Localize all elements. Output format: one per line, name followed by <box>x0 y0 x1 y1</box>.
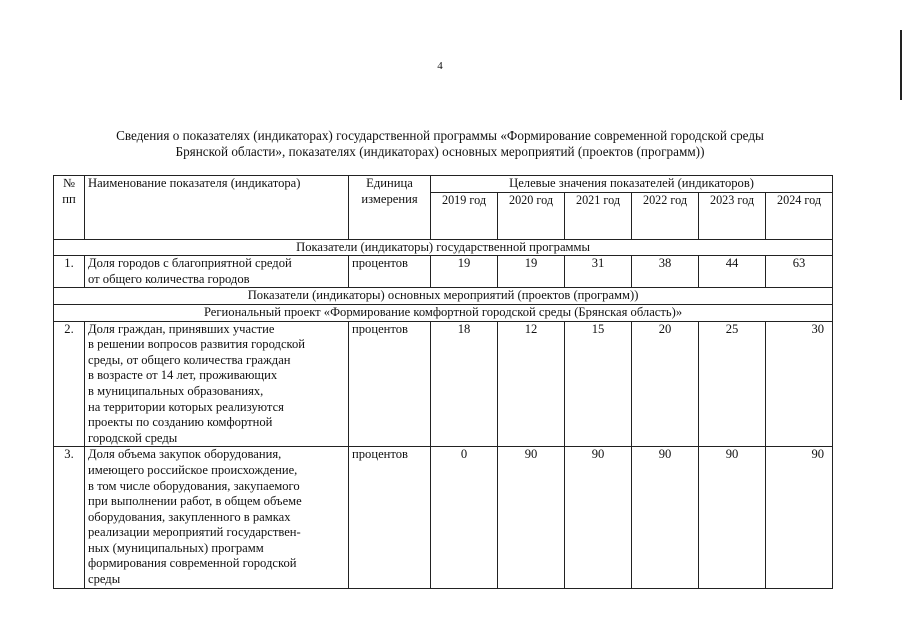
scan-edge-mark <box>900 30 902 100</box>
target-value: 90 <box>699 447 766 588</box>
header-year: 2019 год <box>431 192 498 239</box>
target-value: 90 <box>565 447 632 588</box>
table-row <box>54 447 833 588</box>
target-value: 12 <box>498 321 565 447</box>
row-number: 2. <box>54 321 85 447</box>
row-number: 1. <box>54 256 85 288</box>
header-num: № пп <box>54 176 85 240</box>
title-line: Сведения о показателях (индикаторах) государственной программы «Формирование современной городской среды <box>116 128 764 143</box>
page-number: 4 <box>437 60 443 72</box>
target-value: 90 <box>498 447 565 588</box>
document-title <box>40 128 840 160</box>
section-title: Показатели (индикаторы) основных мероприятий (проектов (программ)) <box>54 288 833 305</box>
table-row <box>54 321 833 447</box>
target-value: 90 <box>766 447 833 588</box>
target-value: 19 <box>431 256 498 288</box>
target-value: 25 <box>699 321 766 447</box>
target-value: 0 <box>431 447 498 588</box>
target-value: 19 <box>498 256 565 288</box>
header-year: 2021 год <box>565 192 632 239</box>
row-number: 3. <box>54 447 85 588</box>
header-year: 2022 год <box>632 192 699 239</box>
indicator-name: Доля объема закупок оборудования, имеющего российское происхождение, в том числе оборудования, закупаемого при выполнении работ, в общем объеме оборудования, закупленного в рамках реализации мероприятий государствен- ных (муниципальных) программ формирования современной городской среды <box>85 447 349 588</box>
indicator-unit: процентов <box>349 256 431 288</box>
header-year: 2024 год <box>766 192 833 239</box>
target-value: 18 <box>431 321 498 447</box>
target-value: 30 <box>766 321 833 447</box>
header-name: Наименование показателя (индикатора) <box>85 176 349 240</box>
target-value: 90 <box>632 447 699 588</box>
title-line: Брянской области», показателях (индикаторах) основных мероприятий (проектов (программ)) <box>175 144 705 159</box>
section-title: Показатели (индикаторы) государственной программы <box>54 239 833 256</box>
indicator-unit: процентов <box>349 321 431 447</box>
indicator-name: Доля граждан, принявших участие в решении вопросов развития городской среды, от общего количества граждан в возрасте от 14 лет, проживающих в муниципальных образованиях, на территории которых реализуются проекты по созданию комфортной городской среды <box>85 321 349 447</box>
section-title: Региональный проект «Формирование комфортной городской среды (Брянская область)» <box>54 304 833 321</box>
section-row-project <box>54 304 833 321</box>
header-unit: Единица измерения <box>349 176 431 240</box>
target-value: 20 <box>632 321 699 447</box>
indicators-table <box>53 175 833 589</box>
header-targets: Целевые значения показателей (индикаторов) <box>431 176 833 193</box>
target-value: 44 <box>699 256 766 288</box>
table-header-row <box>54 176 833 193</box>
target-value: 15 <box>565 321 632 447</box>
target-value: 31 <box>565 256 632 288</box>
target-value: 63 <box>766 256 833 288</box>
header-year: 2020 год <box>498 192 565 239</box>
section-row-state <box>54 239 833 256</box>
target-value: 38 <box>632 256 699 288</box>
header-year: 2023 год <box>699 192 766 239</box>
table-row <box>54 256 833 288</box>
indicator-name: Доля городов с благоприятной средой от общего количества городов <box>85 256 349 288</box>
indicator-unit: процентов <box>349 447 431 588</box>
section-row-main <box>54 288 833 305</box>
